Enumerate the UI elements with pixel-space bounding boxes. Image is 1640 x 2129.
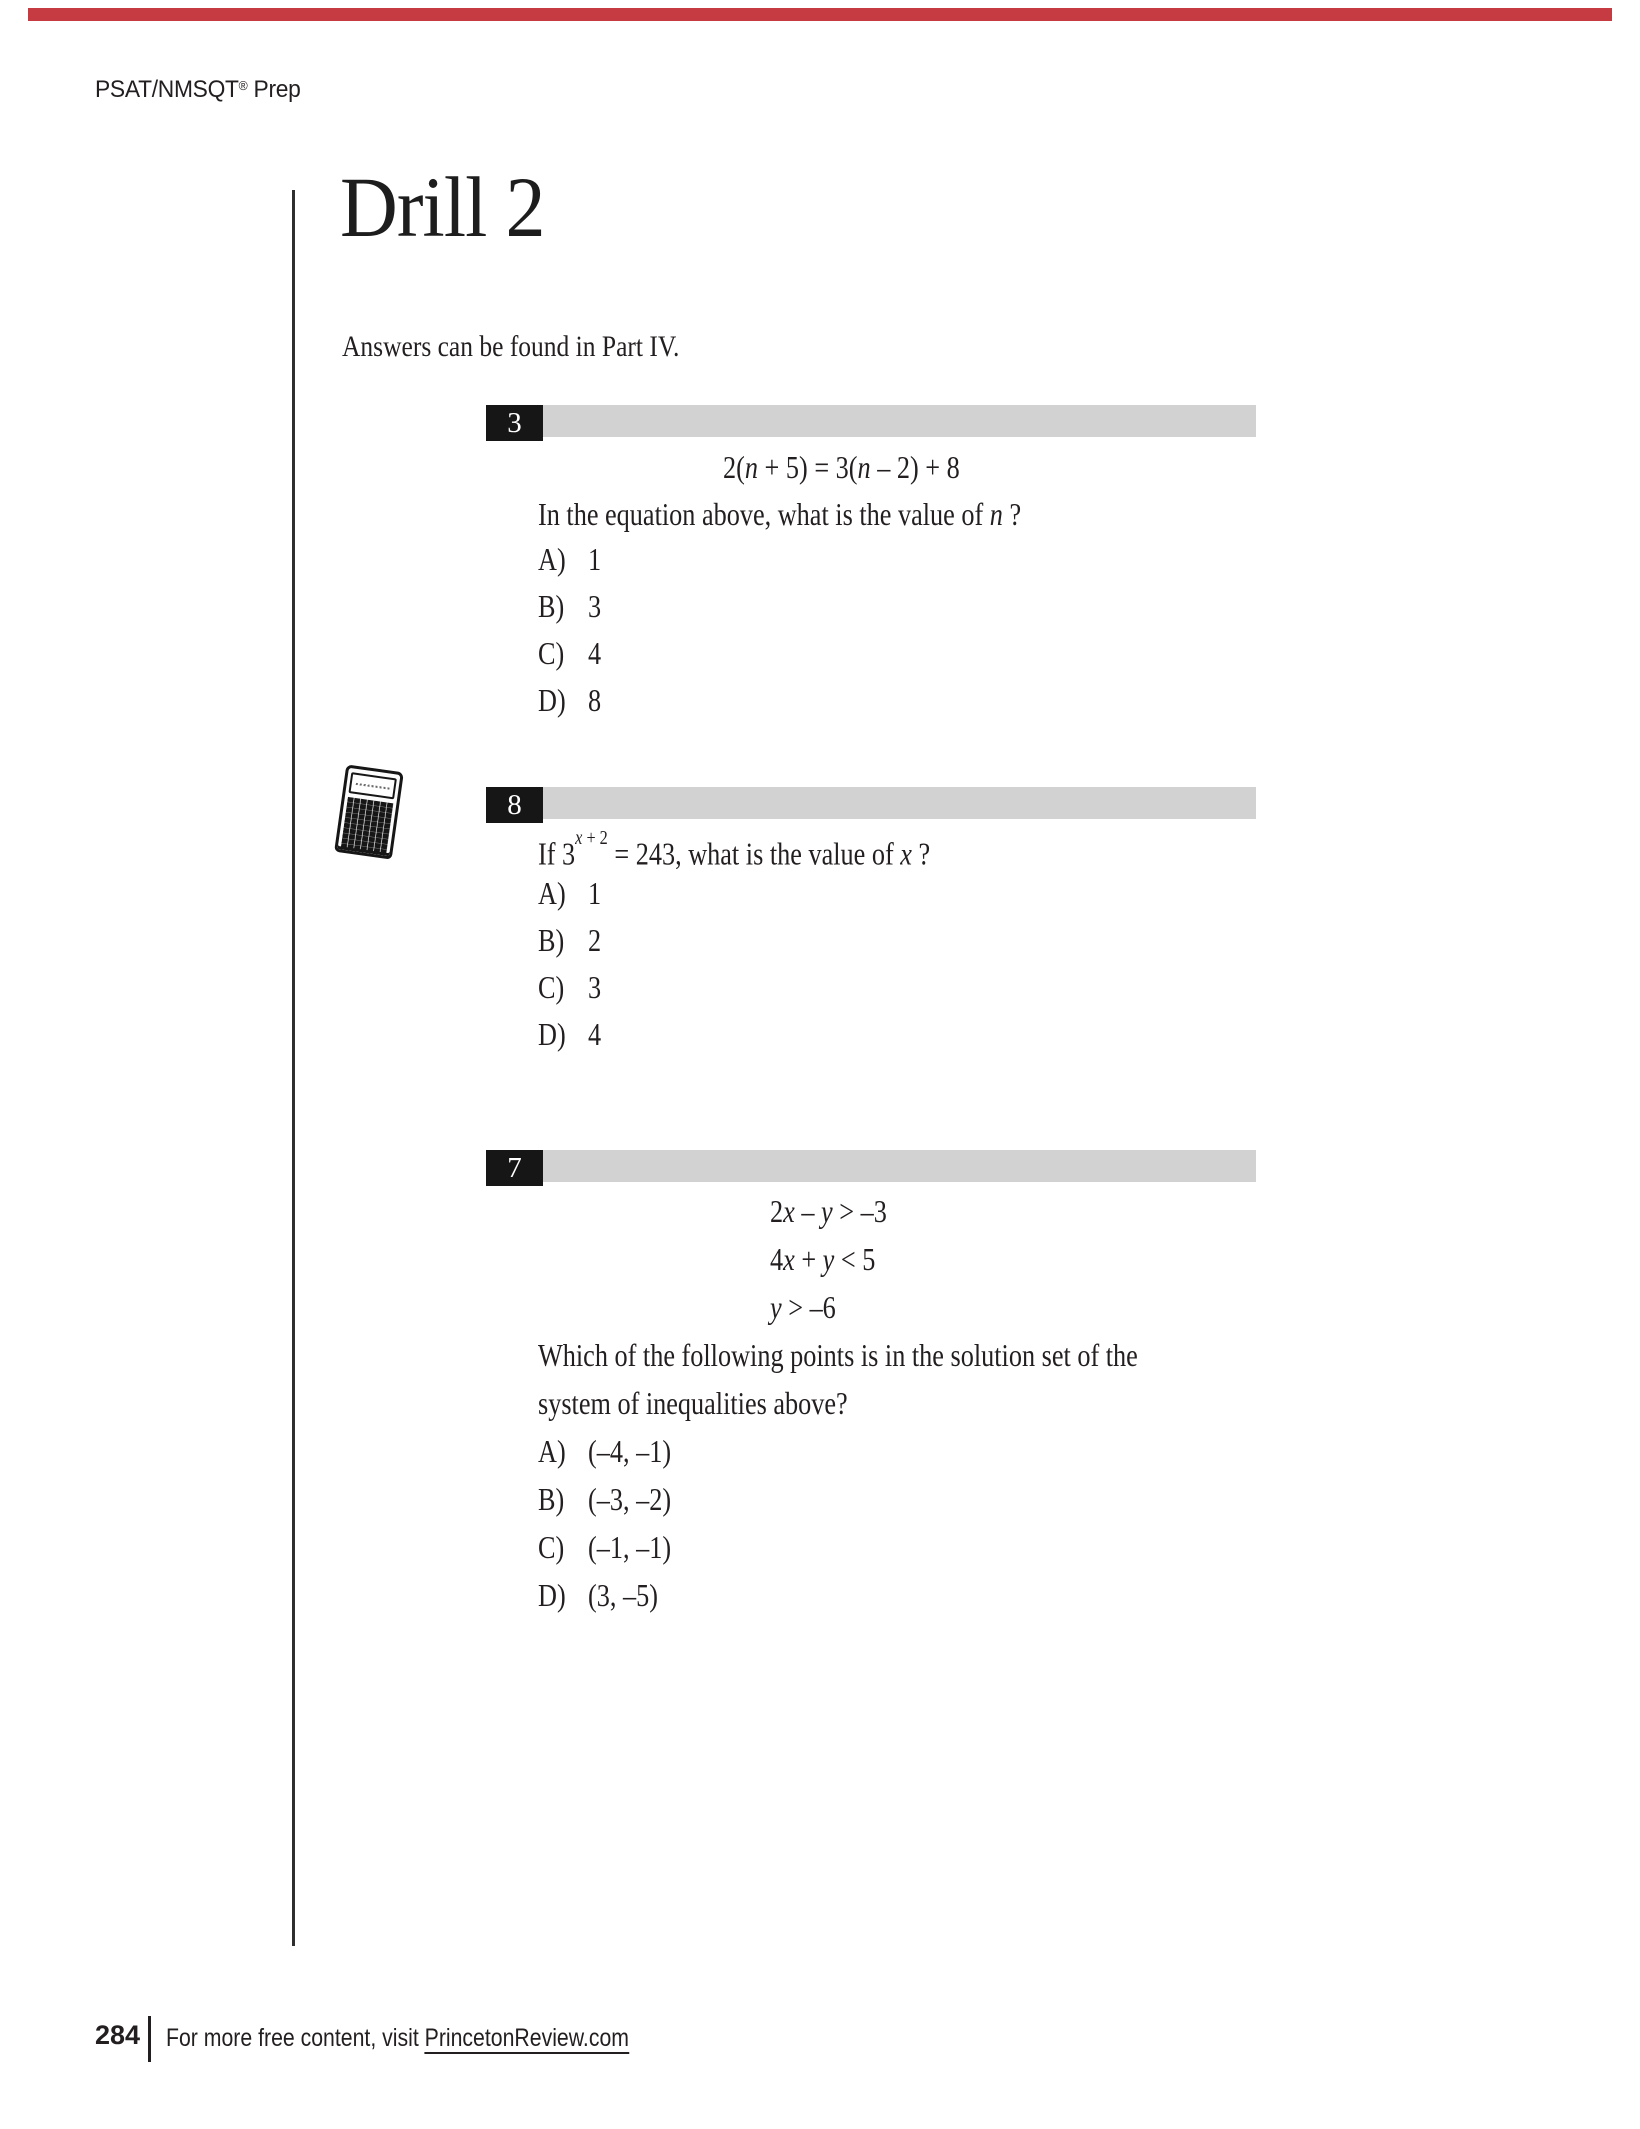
option-value: (–4, –1) <box>588 1433 672 1469</box>
footer-divider <box>148 2016 151 2062</box>
option-value: 8 <box>588 682 602 718</box>
option-value: 2 <box>588 922 602 958</box>
exponent: x + 2 <box>575 827 608 850</box>
footer-note <box>166 2024 629 2053</box>
option-value: 1 <box>588 541 602 577</box>
option-value: (–1, –1) <box>588 1529 672 1565</box>
option-row <box>538 634 601 672</box>
option-row <box>538 1480 671 1518</box>
option-letter: A) <box>538 875 566 911</box>
option-letter: A) <box>538 1433 566 1469</box>
question-prompt <box>538 828 930 873</box>
option-value: 1 <box>588 875 602 911</box>
option-row <box>538 681 601 719</box>
option-row <box>538 1015 601 1053</box>
question-number-badge: 8 <box>486 787 543 823</box>
option-row <box>538 968 601 1006</box>
option-row <box>538 1576 658 1614</box>
page-number: 284 <box>95 2020 141 2050</box>
question-number-badge: 3 <box>486 405 543 441</box>
question-header-bar <box>486 405 1256 437</box>
option-letter: C) <box>538 1529 565 1565</box>
option-letter: D) <box>538 682 566 718</box>
option-letter: B) <box>538 588 565 624</box>
calculator-screen <box>348 772 396 799</box>
prompt-prefix: If 3 <box>538 835 576 872</box>
option-letter: C) <box>538 969 565 1005</box>
option-row <box>538 1432 671 1470</box>
calculator-keys <box>341 797 394 855</box>
top-accent-bar <box>28 8 1612 21</box>
option-letter: D) <box>538 1016 566 1052</box>
option-letter: A) <box>538 541 566 577</box>
option-letter: B) <box>538 1481 565 1517</box>
left-vertical-rule <box>292 190 295 1946</box>
option-value: 4 <box>588 635 602 671</box>
option-value: (–3, –2) <box>588 1481 672 1517</box>
prompt-suffix: = 243, what is the value of x ? <box>607 835 931 872</box>
running-head-suffix: Prep <box>247 76 301 103</box>
question-prompt-line1: Which of the following points is in the solution set of the <box>538 1337 1138 1373</box>
option-row <box>538 587 601 625</box>
option-value: 4 <box>588 1016 602 1052</box>
option-letter: D) <box>538 1577 566 1613</box>
page-subtitle: Answers can be found in Part IV. <box>342 330 680 363</box>
running-head <box>95 76 301 104</box>
question-prompt-line2: system of inequalities above? <box>538 1385 848 1421</box>
option-row <box>538 540 601 578</box>
option-letter: C) <box>538 635 565 671</box>
option-row <box>538 874 601 912</box>
inequality: 2x – y > –3 <box>770 1193 887 1229</box>
option-value: 3 <box>588 588 602 624</box>
page-title: Drill 2 <box>340 159 545 255</box>
equation: 2(n + 5) = 3(n – 2) + 8 <box>723 449 960 485</box>
option-value: (3, –5) <box>588 1577 658 1613</box>
footer-text: For more free content, visit <box>166 2024 425 2052</box>
inequality: 4x + y < 5 <box>770 1241 876 1277</box>
inequality: y > –6 <box>770 1289 836 1325</box>
option-row <box>538 1528 671 1566</box>
option-letter: B) <box>538 922 565 958</box>
question-number-badge: 7 <box>486 1150 543 1186</box>
question-header-bar <box>486 787 1256 819</box>
princeton-review-link[interactable]: PrincetonReview.com <box>424 2024 629 2052</box>
option-row <box>538 921 601 959</box>
calculator-icon <box>334 764 404 859</box>
question-prompt: In the equation above, what is the value of n ? <box>538 496 1022 532</box>
registered-mark: ® <box>238 78 248 93</box>
running-head-brand: PSAT/NMSQT <box>95 76 239 103</box>
question-header-bar <box>486 1150 1256 1182</box>
option-value: 3 <box>588 969 602 1005</box>
